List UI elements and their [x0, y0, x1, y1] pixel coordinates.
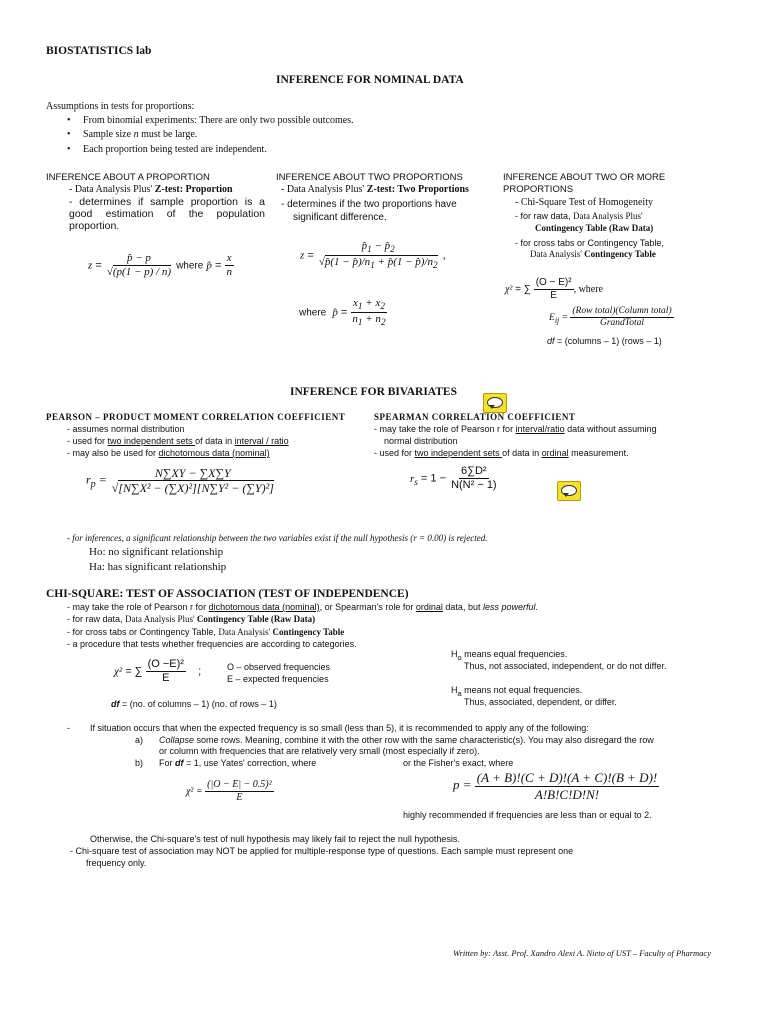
inference-note: - for inferences, a significant relationship between the two variables exist if the null hypothesis (r = 0.00) is rejected.: [67, 533, 488, 543]
ha-meaning-2: Thus, associated, dependent, or differ.: [464, 697, 617, 707]
col1-description: - determines if sample proportion is a good estimation of the population proportion.: [69, 196, 265, 232]
chisq-line-1: - may take the role of Pearson r for dichotomous data (nominal), or Spearman's role for ordinal data, but less powerful.: [67, 602, 538, 612]
col3-cross-table: Data Analysis' Contingency Table: [530, 249, 656, 259]
assumptions-heading: Assumptions in tests for proportions:: [46, 101, 195, 112]
h0-meaning-2: Thus, not associated, independent, or do not differ.: [464, 661, 667, 671]
option-b-label: b): [135, 758, 144, 768]
col3-heading-2: PROPORTIONS: [503, 184, 574, 195]
chisq-title: CHI-SQUARE: TEST OF ASSOCIATION (TEST OF INDEPENDENCE): [46, 588, 409, 600]
option-a-label: a): [135, 735, 144, 745]
h0-meaning: $H_o$ means equal frequencies.: [451, 649, 568, 662]
pearson-heading: PEARSON – PRODUCT MOMENT CORRELATION COEFFICIENT: [46, 412, 346, 422]
col3-df: df = (columns – 1) (rows – 1): [547, 336, 662, 346]
assumption-item: • Sample size n must be large.: [67, 129, 198, 140]
chisq-line-2: - for raw data, Data Analysis Plus' Contingency Table (Raw Data): [67, 614, 316, 624]
spearman-heading: SPEARMAN CORRELATION COEFFICIENT: [374, 412, 576, 422]
option-b-text: For df = 1, use Yates' correction, where: [159, 758, 317, 768]
fisher-note: highly recommended if frequencies are less than or equal to 2.: [403, 810, 652, 820]
spearman-line-1b: normal distribution: [384, 436, 458, 446]
small-expected-note: If situation occurs that when the expected frequency is so small (less than 5), it is recommended to apply any of the following:: [90, 723, 589, 733]
course-title: BIOSTATISTICS lab: [46, 45, 152, 57]
col3-chi-test: - Chi-Square Test of Homogeneity: [515, 197, 653, 208]
pooled-proportion-formula: where p̂ = $\frac{x_1 + x_2}{n_1 + n_2}$: [299, 297, 386, 328]
chi-square-homogeneity-formula: χ² = ∑ $\frac{\text{(O − E)²}}{E}$ , where: [505, 277, 603, 301]
col2-description-1: - determines if the two proportions have: [281, 199, 457, 210]
ha-meaning: $H_a$ means not equal frequencies.: [451, 685, 583, 698]
spearman-formula: $r_s = 1$ − $\frac{\text{6∑D²}}{\text{N(N² − 1)}}$: [410, 465, 497, 492]
fisher-formula: p = $\frac{(A + B)!(C + D)!(A + C)!(B + D)!}{A!B!C!D!N!}$: [453, 770, 658, 802]
page-title: INFERENCE FOR NOMINAL DATA: [276, 74, 464, 86]
expected-legend: E – expected frequencies: [227, 674, 329, 684]
col3-raw-table: Contingency Table (Raw Data): [535, 223, 654, 233]
multi-response-note-2: frequency only.: [86, 858, 147, 868]
expected-frequency-formula: $E_{ij}$ = $\frac{\text{(Row total)(Column total)}}{\text{GrandTotal}}$: [549, 306, 672, 329]
pearson-line-3: - may also be used for dichotomous data (nominal): [67, 448, 270, 458]
chisq-line-4: - a procedure that tests whether frequencies are according to categories.: [67, 639, 357, 649]
assumption-item: • Each proportion being tested are independent.: [67, 144, 267, 155]
alt-hypothesis: Ha: has significant relationship: [89, 561, 227, 573]
spearman-line-2: - used for two independent sets of data in ordinal measurement.: [374, 448, 629, 458]
pearson-formula: $r_p$ = $\frac{N\sum XY - \sum X\sum Y}{\text{√[N∑X² − (∑X)²][N∑Y² − (∑Y)²]}}$: [86, 466, 274, 496]
fisher-text: or the Fisher's exact, where: [403, 758, 514, 768]
chisq-line-3: - for cross tabs or Contingency Table, Data Analysis' Contingency Table: [67, 627, 345, 637]
chisq-df: df = (no. of columns – 1) (no. of rows – 1): [111, 699, 277, 709]
option-a-text: Collapse some rows. Meaning, combine it with the other row with the same characteristic(s). You may also disregard the row: [159, 735, 654, 745]
multi-response-note: - Chi-square test of association may NOT be applied for multiple-response type of questions. Each sample must represent one: [70, 846, 574, 856]
col2-tool: - Data Analysis Plus' Z-test: Two Proportions: [281, 184, 469, 195]
col3-raw-data: - for raw data, Data Analysis Plus': [515, 211, 643, 221]
chi-square-formula: χ² = ∑ $\frac{\text{(O −E)²}}{E}$ ;: [114, 658, 202, 685]
comment-icon[interactable]: [557, 481, 581, 501]
observed-legend: O – observed frequencies: [227, 662, 331, 672]
dash: -: [67, 723, 70, 733]
col2-heading: INFERENCE ABOUT TWO PROPORTIONS: [276, 172, 463, 183]
col2-description-2: significant difference.: [293, 212, 387, 223]
assumption-item: • From binomial experiments: There are only two possible outcomes.: [67, 115, 354, 126]
z-two-proportion-formula: z = $\frac{p̂_1 - p̂_2}{√p̂(1 - p̂)/n_1 + p̂(1 - p̂)/n_2}$ ,: [300, 240, 446, 271]
yates-formula: χ² = $\frac{\text{(|O − E| − 0.5)²}}{E}$: [186, 779, 272, 803]
z-proportion-formula: z = $\frac{p̂ - p}{√(p(1 - p) / n)}$ where p̂ = $\frac{x}{n}$: [88, 252, 232, 279]
option-a-text-2: or column with frequencies that are relatively very small (most especially if zero).: [159, 746, 480, 756]
pearson-line-1: - assumes normal distribution: [67, 424, 185, 434]
pearson-line-2: - used for two independent sets of data in interval / ratio: [67, 436, 289, 446]
col1-heading: INFERENCE ABOUT A PROPORTION: [46, 172, 210, 183]
otherwise-note: Otherwise, the Chi-square's test of null hypothesis may likely fail to reject the null hypothesis.: [90, 834, 460, 844]
spearman-line-1: - may take the role of Pearson r for interval/ratio data without assuming: [374, 424, 657, 434]
comment-icon[interactable]: [483, 393, 507, 413]
null-hypothesis: Ho: no significant relationship: [89, 546, 224, 558]
col1-tool: - Data Analysis Plus' Z-test: Proportion: [69, 184, 233, 195]
col3-cross-tabs: - for cross tabs or Contingency Table,: [515, 238, 664, 248]
bivariates-title: INFERENCE FOR BIVARIATES: [290, 386, 457, 398]
col3-heading-1: INFERENCE ABOUT TWO OR MORE: [503, 172, 666, 183]
footer-credit: Written by: Asst. Prof. Xandro Alexi A. Nieto of UST – Faculty of Pharmacy: [453, 948, 711, 958]
